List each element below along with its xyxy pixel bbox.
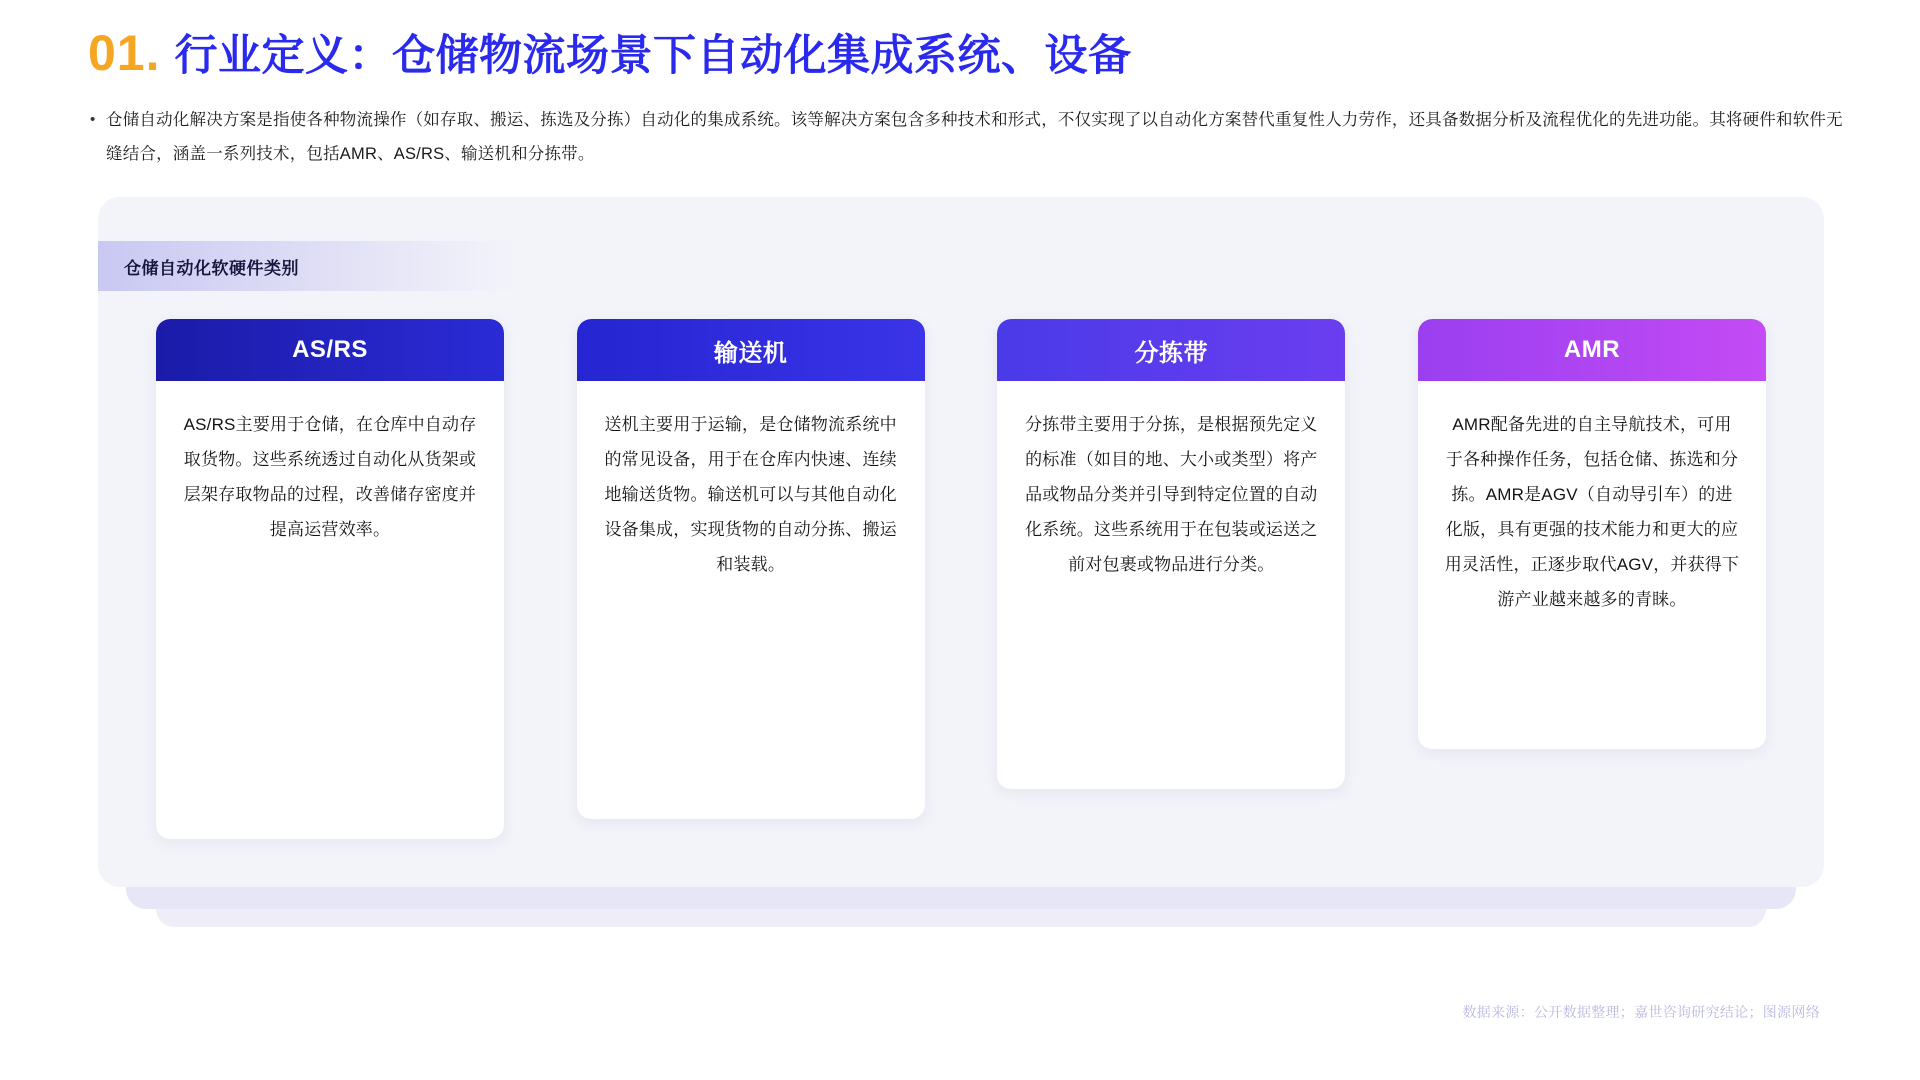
card-conveyor[interactable] xyxy=(577,319,925,819)
title-number: 01. xyxy=(88,25,161,81)
card-list xyxy=(156,319,1766,839)
card-header-amr xyxy=(1418,319,1766,381)
panel-shadow-layer-2 xyxy=(156,909,1766,927)
card-sorter[interactable] xyxy=(997,319,1345,789)
section-tag xyxy=(98,241,518,291)
panel-shadow-layer-1 xyxy=(126,887,1796,909)
section-tag-label: 仓储自动化软硬件类别 xyxy=(124,258,299,278)
card-title: AS/RS xyxy=(292,336,368,363)
card-body: AMR配备先进的自主导航技术，可用于各种操作任务，包括仓储、拣选和分拣。AMR是AGV（自动导引车）的进化版，具有更强的技术能力和更大的应用灵活性，正逐步取代AGV，并获得下游产业越来越多的青睐。 xyxy=(1444,415,1740,609)
card-amr[interactable] xyxy=(1418,319,1766,749)
content-panel xyxy=(98,197,1824,887)
source-note: 数据来源：公开数据整理；嘉世咨询研究结论；图源网络 xyxy=(1462,1004,1820,1020)
card-header-asrs xyxy=(156,319,504,381)
card-body: 分拣带主要用于分拣，是根据预先定义的标准（如目的地、大小或类型）将产品或物品分类并引导到特定位置的自动化系统。这些系统用于在包装或运送之前对包裹或物品进行分类。 xyxy=(1025,415,1318,574)
card-header-conveyor xyxy=(577,319,925,381)
card-asrs[interactable] xyxy=(156,319,504,839)
card-title: 分拣带 xyxy=(1134,339,1209,367)
card-title: 输送机 xyxy=(713,339,788,367)
card-header-sorter xyxy=(997,319,1345,381)
bullet-marker-icon: • xyxy=(90,111,96,128)
content-panel-wrapper xyxy=(98,197,1824,887)
card-title: AMR xyxy=(1563,336,1621,363)
title-text: 行业定义：仓储物流场景下自动化集成系统、设备 xyxy=(174,32,1132,80)
page-title xyxy=(0,0,1920,81)
card-body: 送机主要用于运输，是仓储物流系统中的常见设备，用于在仓库内快速、连续地输送货物。输送机可以与其他自动化设备集成，实现货物的自动分拣、搬运和装载。 xyxy=(604,415,897,574)
intro-paragraph: 仓储自动化解决方案是指使各种物流操作（如存取、搬运、拣选及分拣）自动化的集成系统。该等解决方案包含多种技术和形式，不仅实现了以自动化方案替代重复性人力劳作，还具备数据分析及流程优化的先进功能。其将硬件和软件无缝结合，涵盖一系列技术，包括AMR、AS/RS、输送机和分拣带。 xyxy=(106,111,1843,163)
intro-bullet xyxy=(90,103,1860,171)
card-body: AS/RS主要用于仓储，在仓库中自动存取货物。这些系统透过自动化从货架或层架存取物品的过程，改善储存密度并提高运营效率。 xyxy=(183,415,477,539)
